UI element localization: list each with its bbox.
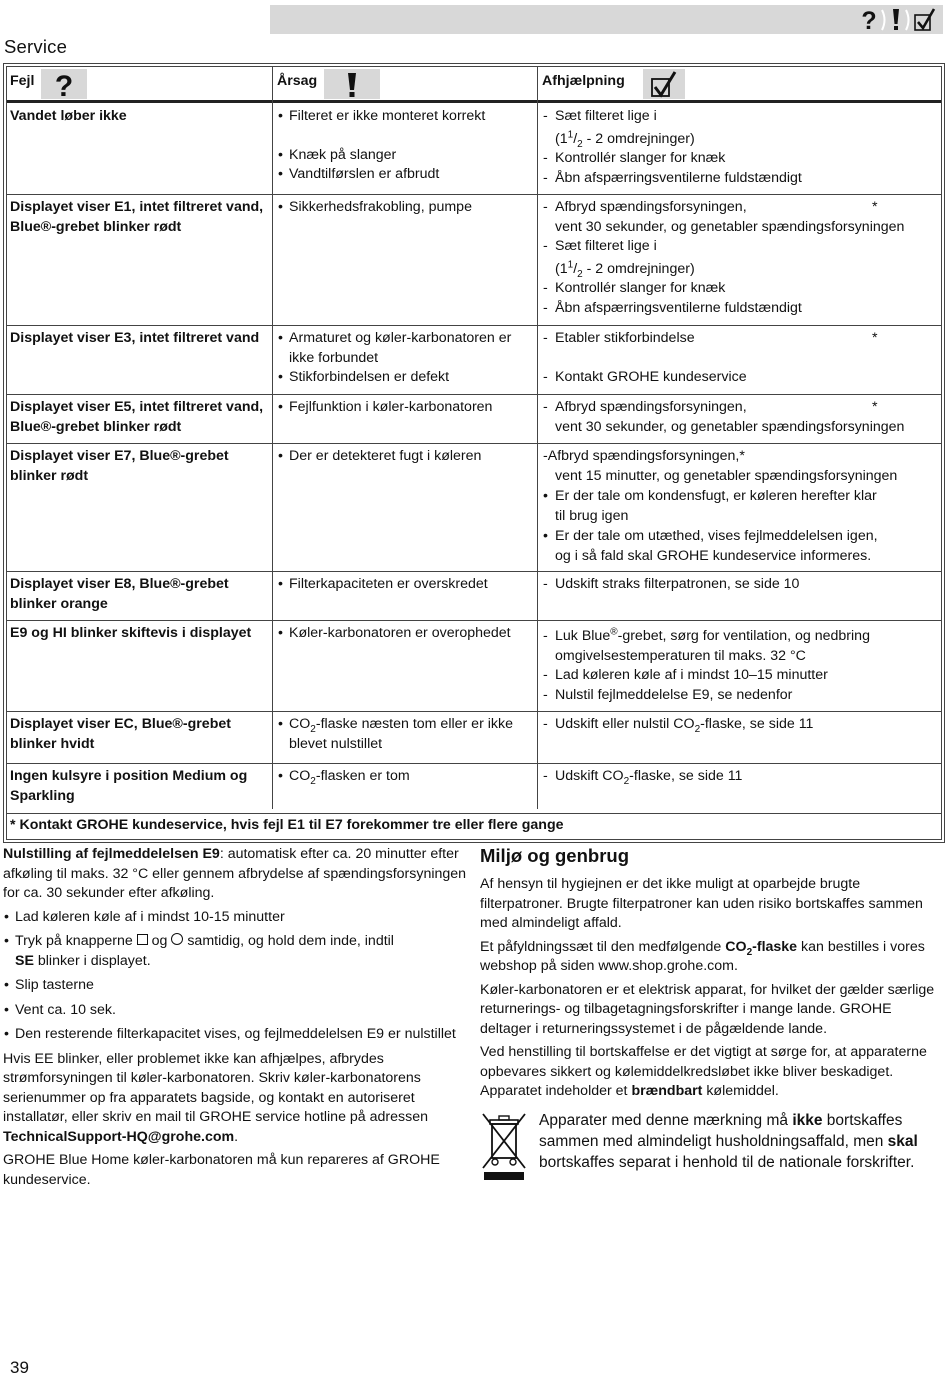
remedy-item: - Udskift straks filterpatronen, se side 10 (542, 575, 942, 595)
divider-icon (880, 7, 888, 33)
cause-item: • Filteret er ikke monteret korrekt (277, 107, 539, 127)
cause-item: • Stikforbindelsen er defekt (277, 368, 539, 388)
fault-cell: Displayet viser E3, intet filtreret vand (10, 330, 260, 346)
cause-item: • Sikkerhedsfrakobling, pumpe (277, 198, 539, 218)
cause-cell (277, 329, 539, 388)
question-icon (859, 7, 879, 33)
environment-paragraph: Et påfyldningssæt til den medfølgende $CO_2$-flaske kan bestilles i vores webshop på siden www.shop.grohe.com. (480, 938, 925, 974)
weee-text: Apparater med denne mærkning må ikke bortskaffes sammen med almindeligt husholdningsaffald, men skal bortskaffes separat i henhold til de nationale forskrifter. (539, 1111, 918, 1171)
table-row (7, 571, 941, 621)
list-item: • Lad køleren køle af i mindst 10-15 minutter (3, 908, 468, 928)
remedy-item: og i så fald skal GROHE kundeservice informeres. (555, 547, 872, 564)
cause-item: • Vandtilførslen er afbrudt (277, 165, 539, 185)
header-cause-label: Årsag (277, 73, 318, 89)
question-icon (41, 69, 87, 99)
reset-intro: Nulstilling af fejlmeddelelsen E9: automatisk efter ca. 20 minutter efter afkøling til maks. 32 °C eller gennem afbrydelse af spændingsforsyningen for ca. 30 sekunder efter afkøling. (3, 846, 467, 901)
list-item: • Slip tasterne (3, 976, 468, 996)
remedy-cell (542, 627, 942, 705)
remedy-cell (542, 107, 942, 188)
check-icon (643, 69, 685, 99)
remedy-item: - Åbn afspærringsventilerne fuldstændigt (542, 299, 942, 319)
list-item: • Tryk på knapperne og samtidig, og hold dem inde, indtil SE blinker i displayet. (3, 932, 468, 971)
cause-cell (277, 575, 539, 595)
exclamation-icon (324, 69, 380, 99)
remedy-cell (542, 447, 942, 566)
remedy-item: - Etabler stikforbindelse (542, 329, 942, 349)
cause-item: • Knæk på slanger (277, 146, 539, 166)
table-row (7, 711, 941, 764)
remedy-item: - Lad køleren køle af i mindst 10–15 minutter (542, 666, 942, 686)
remedy-item: - Afbryd spændingsforsyningen, (542, 198, 942, 218)
header-icons (859, 5, 937, 34)
remedy-item: • Er der tale om utæthed, vises fejlmeddelelsen igen, (542, 527, 942, 547)
circle-button-icon (171, 933, 183, 945)
remedy-item: • Er der tale om kondensfugt, er køleren herefter klar (542, 487, 942, 507)
remedy-item: ($1^1/_2 - 2$ omdrejninger) (555, 128, 695, 150)
header-fault-label: Fejl (10, 73, 35, 89)
fault-cell: Ingen kulsyre i position Medium og Sparkling (10, 768, 248, 804)
list-item: • Den resterende filterkapacitet vises, og fejlmeddelelsen E9 er nulstillet (3, 1025, 468, 1045)
fault-cell: Displayet viser E5, intet filtreret vand, Blue®-grebet blinker rødt (10, 399, 264, 435)
remedy-cell (542, 767, 942, 787)
table-row (7, 763, 941, 814)
square-button-icon (137, 934, 148, 945)
environment-section (480, 845, 940, 1173)
remedy-item: - Kontakt GROHE kundeservice (542, 368, 942, 388)
list-item: • Vent ca. 10 sek. (3, 1001, 468, 1021)
remedy-cell (542, 398, 942, 437)
fault-cell: Displayet viser E8, Blue®-grebet blinker orange (10, 576, 229, 612)
environment-paragraph: Køler-karbonatoren er et elektrisk apparat, for hvilket der gælder særlige returnerings- og tilbagetagningsforskrifter i mange lande. GROHE deltager i returneringssystemet i de pågældende lande. (480, 981, 935, 1037)
remedy-item: vent 30 sekunder, og genetabler spændingsforsyningen (555, 418, 905, 435)
header-remedy-icon-box (643, 69, 685, 99)
support-email: TechnicalSupport-HQ@grohe.com (3, 1128, 235, 1145)
header-bar (270, 5, 943, 34)
footnote-star: * (872, 199, 878, 215)
cause-item: • Fejlfunktion i køler-karbonatoren (277, 398, 539, 418)
remedy-cell (542, 575, 942, 595)
table-row (7, 620, 941, 712)
fault-cell: Displayet viser E7, Blue®-grebet blinker rødt (10, 448, 229, 484)
remedy-cell (542, 329, 942, 387)
header-remedy-label: Afhjælpning (542, 73, 625, 89)
check-icon (913, 7, 937, 33)
remedy-item: ($1^1/_2 - 2$ omdrejninger) (555, 258, 695, 280)
header-remedy (539, 67, 939, 100)
cause-cell (277, 624, 539, 644)
fault-cell: E9 og HI blinker skiftevis i displayet (10, 625, 252, 641)
remedy-item: - Sæt filteret lige i (542, 107, 942, 127)
environment-title: Miljø og genbrug (480, 845, 630, 866)
table-row (7, 103, 941, 195)
support-paragraph: Hvis EE blinker, eller problemet ikke kan afhjælpes, afbrydes strømforsyningen til køler-karbonatoren. Skriv køler-karbonatorens serienummer op fra apparatets bagside, og kontakt en autoriseret installatør, eller skriv en mail til GROHE service hotline på adressen TechnicalSupport-HQ@grohe.com. (3, 1050, 428, 1145)
repair-paragraph: GROHE Blue Home køler-karbonatoren må kun repareres af GROHE kundeservice. (3, 1152, 440, 1188)
header-cause-icon-box (324, 69, 380, 99)
fault-cell: Vandet løber ikke (10, 108, 127, 124)
remedy-item: vent 30 sekunder, og genetabler spændingsforsyningen (555, 218, 905, 235)
svg-text:?: ? (54, 70, 74, 99)
remedy-item: - Kontrollér slanger for knæk (542, 149, 942, 169)
weee-notice (480, 1110, 940, 1173)
exclamation-icon (889, 7, 903, 33)
remedy-item: - Afbryd spændingsforsyningen, (542, 398, 942, 418)
remedy-item: - Udskift eller nulstil $CO_2$-flaske, se side 11 (542, 715, 942, 735)
cause-cell (277, 398, 539, 418)
table-header (7, 67, 941, 103)
remedy-item: - Åbn afspærringsventilerne fuldstændigt (542, 169, 942, 189)
remedy-item: - Luk Blue®-grebet, sørg for ventilation, og nedbring (542, 627, 942, 647)
cause-item: • $CO_2$-flasken er tom (277, 767, 539, 787)
remedy-item: -Afbryd spændingsforsyningen,* (543, 448, 745, 464)
remedy-item: - Sæt filteret lige i (542, 237, 942, 257)
table-footnote: * Kontakt GROHE kundeservice, hvis fejl E1 til E7 forekommer tre eller flere gange (10, 816, 564, 833)
service-table-inner (6, 66, 942, 840)
remedy-cell (542, 198, 942, 318)
cause-item: • Køler-karbonatoren er overophedet (277, 624, 539, 644)
remedy-item: - Kontrollér slanger for knæk (542, 279, 942, 299)
cause-cell (277, 715, 539, 754)
remedy-cell (542, 715, 942, 735)
fault-cell: Displayet viser EC, Blue®-grebet blinker hvidt (10, 716, 231, 752)
remedy-item: - Udskift $CO_2$-flaske, se side 11 (542, 767, 942, 787)
crossed-bin-icon (480, 1110, 528, 1180)
reset-section (3, 845, 468, 1194)
environment-paragraph: Af hensyn til hygiejnen er det ikke muligt at oparbejde brugte filterpatroner. Brugte filterpatroner kan uden risiko bortskaffes sammen med almindeligt affald. (480, 876, 923, 931)
environment-paragraph: Ved henstilling til bortskaffelse er det vigtigt at sørge for, at apparaterne opbevares sikkert og kølemiddelkredsløbet ikke bliver beskadiget. Apparatet indeholder et brændbart kølemiddel. (480, 1044, 927, 1099)
cause-item: • Filterkapaciteten er overskredet (277, 575, 539, 595)
remedy-item: - Nulstil fejlmeddelelse E9, se nedenfor (542, 686, 942, 706)
header-fault-icon-box (41, 69, 87, 99)
divider-icon (904, 7, 912, 33)
footnote-star: * (872, 399, 878, 415)
footnote-star: * (872, 330, 878, 346)
cause-item: • Armaturet og køler-karbonatoren er ikke forbundet (277, 329, 539, 368)
remedy-item: til brug igen (555, 507, 629, 524)
cause-cell (277, 198, 539, 218)
page-title: Service (4, 36, 68, 57)
service-table (3, 63, 945, 843)
remedy-item: vent 15 minutter, og genetabler spændingsforsyningen (555, 467, 898, 484)
cause-item: • Der er detekteret fugt i køleren (277, 447, 539, 467)
cause-cell (277, 447, 539, 467)
header-cause (274, 67, 540, 100)
fault-cell: Displayet viser E1, intet filtreret vand, Blue®-grebet blinker rødt (10, 199, 264, 235)
table-row (7, 194, 941, 326)
table-row (7, 325, 941, 395)
table-row (7, 443, 941, 572)
reset-heading: Nulstilling af fejlmeddelelsen E9 (3, 846, 220, 862)
cause-cell (277, 107, 539, 185)
page-number: 39 (10, 1358, 29, 1377)
remedy-item: omgivelsestemperaturen til maks. 32 °C (555, 647, 806, 664)
cause-item: • $CO_2$-flaske næsten tom eller er ikke blevet nulstillet (277, 715, 539, 754)
svg-text:?: ? (861, 6, 877, 33)
cause-cell (277, 767, 539, 787)
header-fault (7, 67, 269, 100)
table-row (7, 394, 941, 444)
